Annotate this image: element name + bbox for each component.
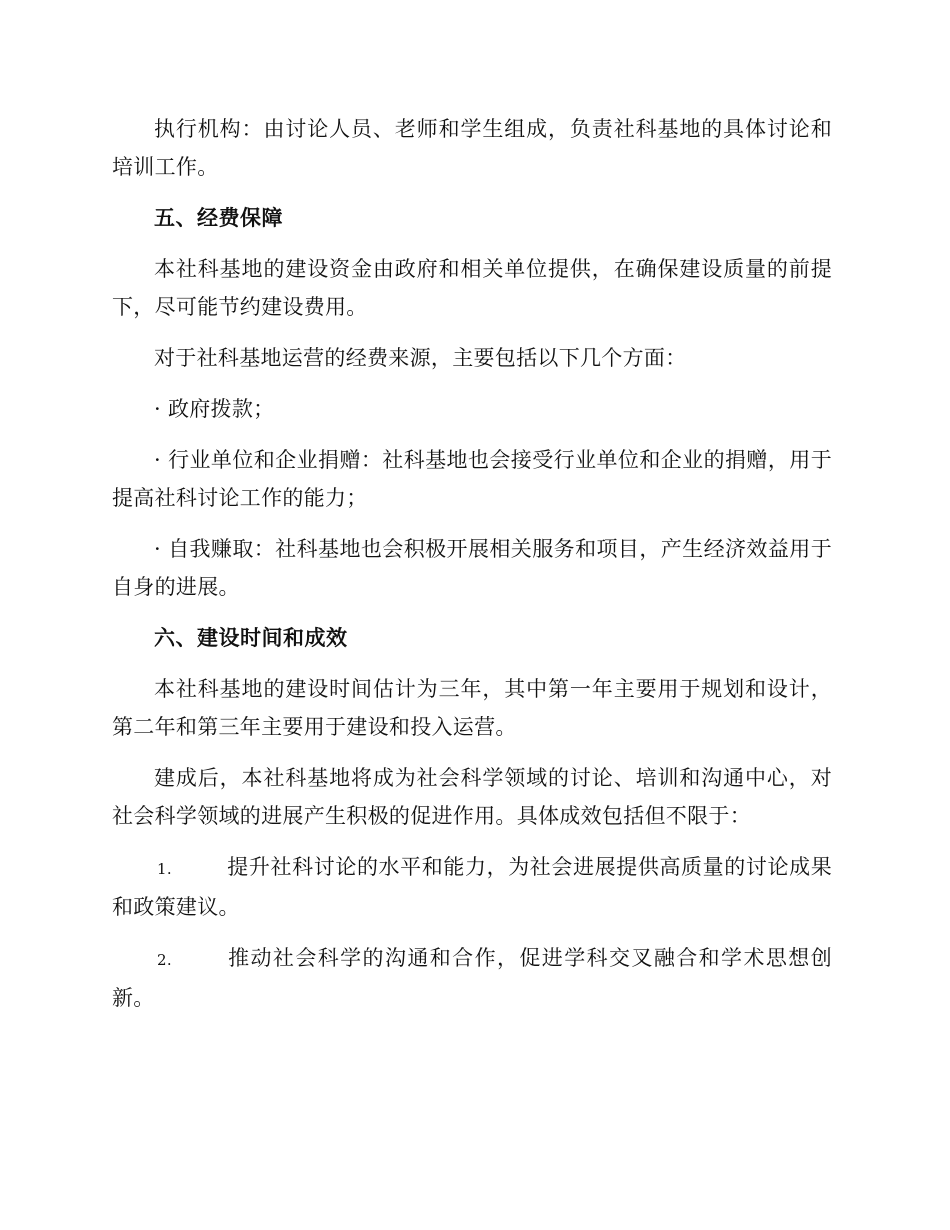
item-text: 推动社会科学的沟通和合作，促进学科交叉融合和学术思想创新。 <box>112 946 832 1010</box>
bullet-donations: · 行业单位和企业捐赠：社科基地也会接受行业单位和企业的捐赠，用于提高社科讨论工作的能力； <box>112 448 832 510</box>
section-heading-schedule: 六、建设时间和成效 <box>154 625 348 650</box>
numbered-item <box>112 848 832 926</box>
item-number: 1. <box>157 860 172 878</box>
paragraph-operating-funds: 对于社科基地运营的经费来源，主要包括以下几个方面： <box>154 346 687 370</box>
paragraph-funding-source: 本社科基地的建设资金由政府和相关单位提供，在确保建设质量的前提下，尽可能节约建设费用。 <box>112 257 832 319</box>
section-heading-funding: 五、经费保障 <box>154 205 283 230</box>
paragraph-construction-time: 本社科基地的建设时间估计为三年，其中第一年主要用于规划和设计，第二年和第三年主要用于建设和投入运营。 <box>112 677 832 739</box>
bullet-government-funding: · 政府拨款； <box>154 397 275 421</box>
numbered-item <box>112 939 832 1017</box>
bullet-self-earning: · 自我赚取：社科基地也会积极开展相关服务和项目，产生经济效益用于自身的进展。 <box>112 537 832 599</box>
paragraph-outcomes: 建成后，本社科基地将成为社会科学领域的讨论、培训和沟通中心，对社会科学领域的进展产生积极的促进作用。具体成效包括但不限于： <box>112 766 832 828</box>
item-number: 2. <box>157 951 172 969</box>
item-text: 提升社科讨论的水平和能力，为社会进展提供高质量的讨论成果和政策建议。 <box>112 855 832 919</box>
paragraph-executive-body: 执行机构：由讨论人员、老师和学生组成，负责社科基地的具体讨论和培训工作。 <box>112 117 832 179</box>
